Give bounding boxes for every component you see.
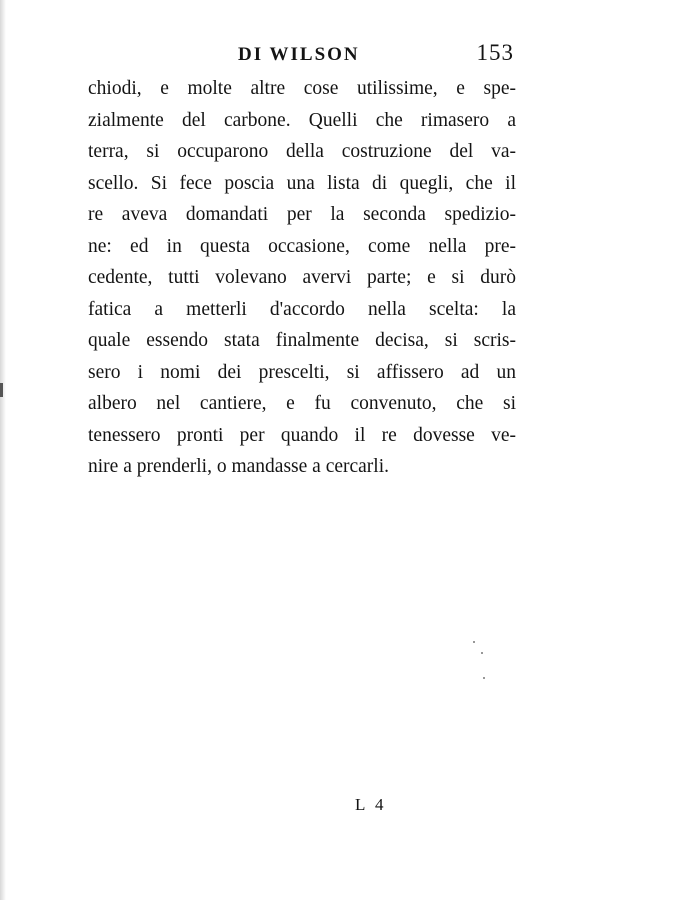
- paper-speck: [481, 652, 483, 654]
- text-line: sero i nomi dei prescelti, si affissero ad un: [88, 361, 516, 383]
- page-edge-shadow: [0, 0, 6, 900]
- text-line: fatica a metterli d'accordo nella scelta: la: [88, 298, 516, 320]
- paper-speck: [483, 677, 485, 679]
- text-line: terra, si occuparono della costruzione del va-: [88, 141, 516, 162]
- page-header: [88, 36, 518, 66]
- text-line: cedente, tutti volevano avervi parte; e si durò: [88, 267, 516, 288]
- text-line: tenessero pronti per quando il re dovesse ve-: [88, 424, 516, 446]
- text-line: chiodi, e molte altre cose utilissime, e spe-: [88, 78, 516, 99]
- paper-speck: [473, 641, 475, 643]
- running-head: DI WILSON: [238, 44, 360, 65]
- text-line: re aveva domandati per la seconda spedizio-: [88, 204, 516, 225]
- text-line: nire a prenderli, o mandasse a cercarli.: [88, 456, 390, 477]
- text-line: zialmente del carbone. Quelli che rimasero a: [88, 109, 516, 131]
- text-line: albero nel cantiere, e fu convenuto, che si: [88, 393, 516, 414]
- text-line: scello. Si fece poscia una lista di quegli, che il: [88, 172, 516, 194]
- signature-mark: L 4: [355, 795, 387, 814]
- body-text: [88, 73, 516, 483]
- page-number: 153: [476, 40, 514, 65]
- text-line: quale essendo stata finalmente decisa, si scris-: [88, 330, 516, 351]
- text-line: ne: ed in questa occasione, come nella pre-: [88, 235, 516, 257]
- margin-mark: [0, 383, 3, 397]
